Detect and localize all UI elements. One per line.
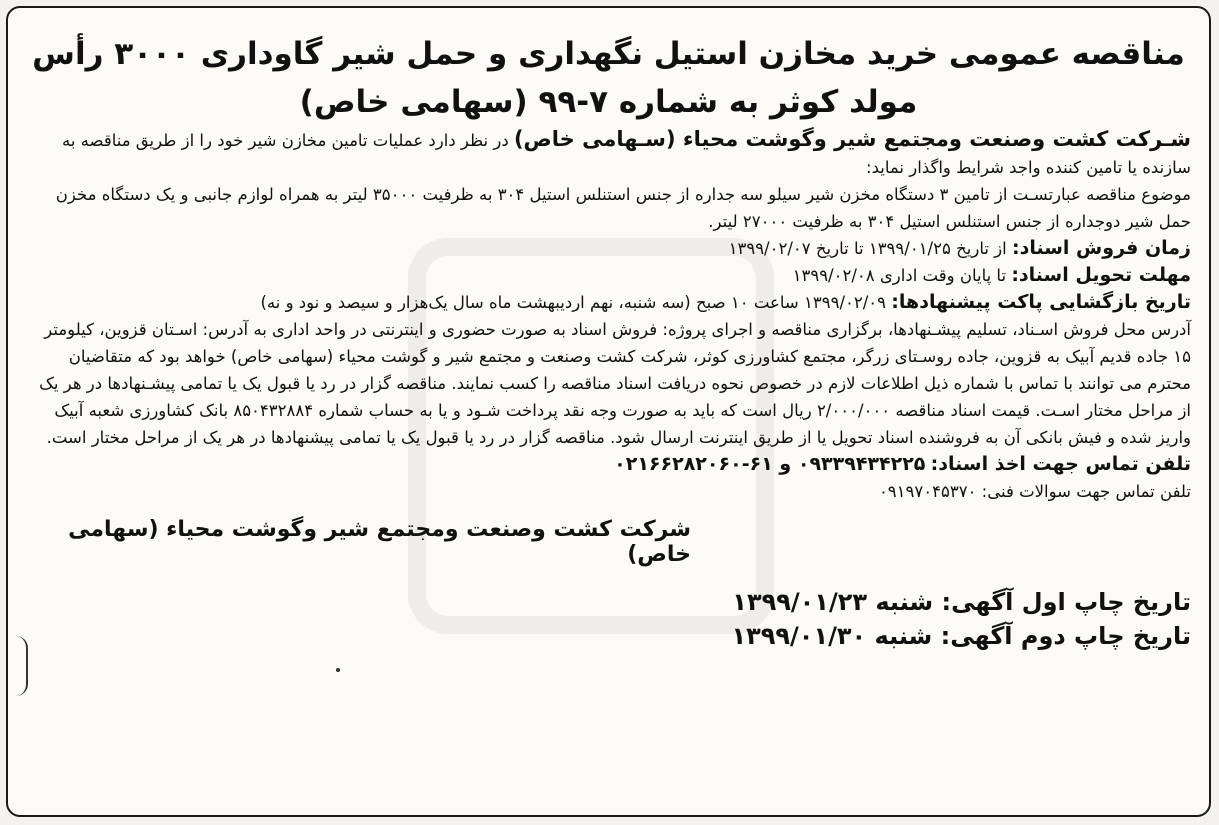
signature: شرکت کشت وصنعت ومجتمع شیر وگوشت محیاء (سهامی خاص) bbox=[68, 517, 691, 567]
doc-sale-value: از تاریخ ۱۳۹۹/۰۱/۲۵ تا تاریخ ۱۳۹۹/۰۲/۰۷ bbox=[728, 239, 1007, 258]
phone-docs-value: ۰۹۳۳۹۴۳۴۲۲۵ و ۶۱-۰۲۱۶۶۲۸۲۰۶۰ bbox=[614, 453, 926, 475]
phone-docs-line bbox=[26, 451, 1191, 478]
doc-delivery-line bbox=[26, 262, 1191, 289]
subject-paragraph: موضوع مناقصه عبارتسـت از تامین ۳ دستگاه مخزن شیر سیلو سه جداره از جنس استنلس استیل ۳۰۴ به ظرفیت ۳۵۰۰۰ لیتر به همراه لوازم جانبی و یک دستگاه مخزن حمل شیر دوجداره از جنس استنلس استیل ۳۰۴ به ظرفیت ۲۷۰۰۰ لیتر. bbox=[55, 185, 1191, 231]
second-print-date: تاریخ چاپ دوم آگهی: شنبه ۱۳۹۹/۰۱/۳۰ bbox=[731, 622, 1191, 650]
intro-text: در نظر دارد عملیات تامین مخازن شیر خود را از طریق مناقصه به سازنده یا تامین کننده واجد شرایط واگذار نماید: bbox=[61, 131, 1191, 177]
doc-delivery-value: تا پایان وقت اداری ۱۳۹۹/۰۲/۰۸ bbox=[792, 266, 1007, 285]
tender-notice bbox=[6, 6, 1211, 817]
opening-line bbox=[26, 289, 1191, 316]
phone-tech-line: تلفن تماس جهت سوالات فنی: ۰۹۱۹۷۰۴۵۳۷۰ bbox=[878, 482, 1191, 501]
doc-sale-label: زمان فروش اسناد: bbox=[1011, 237, 1191, 259]
doc-sale-line bbox=[26, 235, 1191, 262]
intro-company: شـرکت کشت وصنعت ومجتمع شیر وگوشت محیاء (سـهامی خاص) bbox=[513, 127, 1191, 151]
print-dates bbox=[26, 585, 1191, 653]
intro-paragraph bbox=[26, 126, 1191, 181]
opening-value: ۱۳۹۹/۰۲/۰۹ ساعت ۱۰ صبح (سه شنبه، نهم اردیبهشت ماه سال یک‌هزار و سیصد و نود و نه) bbox=[260, 293, 887, 312]
first-print-date: تاریخ چاپ اول آگهی: شنبه ۱۳۹۹/۰۱/۲۳ bbox=[732, 588, 1191, 616]
notice-title: مناقصه عمومی خرید مخازن استیل نگهداری و حمل شیر گاوداری ۳۰۰۰ رأس مولد کوثر به شماره ۷-۹۹ (سهامی خاص) bbox=[32, 36, 1185, 120]
doc-delivery-label: مهلت تحویل اسناد: bbox=[1011, 264, 1191, 286]
address-paragraph: آدرس محل فروش اسـناد، تسلیم پیشـنهادها، برگزاری مناقصه و اجرای پروژه: فروش اسناد به صورت حضوری و اینترنتی در واحد اداری به آدرس: اسـتان قزوین، کیلومتر ۱۵ جاده قدیم آبیک به قزوین، جاده روسـتای زرگر، مجتمع کشاورزی کوثر، شرکت کشت وصنعت و مجتمع شیر و گوشت محیاء (سهامی خاص) خواهد بود که متقاضیان محترم می توانند با تماس با شماره ذیل اطلاعات لازم در خصوص نحوه دریافت اسناد مناقصه را کسب نمایند. مناقصه گزار در رد یا قبول یک یا تمامی پیشـنهادها در هر یک از مراحل مختار اسـت. قیمت اسناد مناقصه ۲/۰۰۰/۰۰۰ ریال است که باید به صورت وجه نقد پرداخت شـود و یا به حساب شماره ۸۵۰۴۳۲۸۸۴ بانک کشاورزی شعبه آبیک واریز شده و فیش بانکی آن به فروشنده اسناد تحویل یا از طریق اینترنت ارسال شود. مناقصه گزار در رد یا قبول یک یا تمامی پیشنهادها در هر یک از مراحل مختار است. bbox=[39, 320, 1191, 447]
phone-docs-label: تلفن تماس جهت اخذ اسناد: bbox=[930, 453, 1191, 475]
opening-label: تاریخ بازگشایی پاکت پیشنهادها: bbox=[891, 291, 1191, 313]
